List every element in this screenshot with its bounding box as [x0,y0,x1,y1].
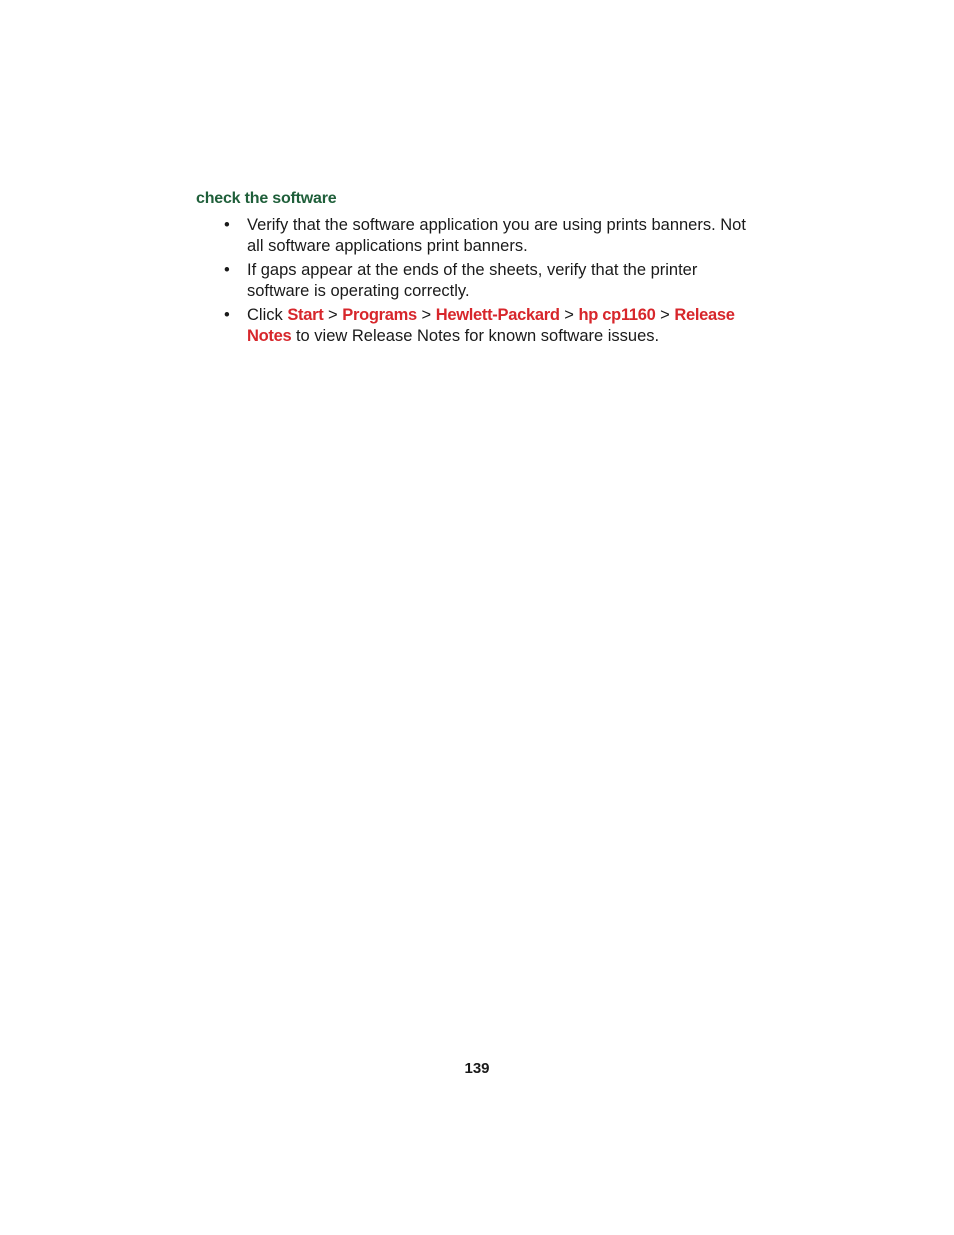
list-item [224,260,764,301]
menu-path-release-notes: Release Notes [247,306,735,345]
menu-path-programs: Programs [342,306,417,324]
section-heading: check the software [196,190,337,207]
path-separator: > [564,306,574,324]
click-label: Click [247,306,283,324]
path-separator: > [421,306,432,324]
menu-path-hewlett-packard: Hewlett-Packard [435,306,560,324]
page-number: 139 [464,1060,490,1077]
bullet-icon: • [224,216,230,234]
path-separator: > [660,306,670,324]
bullet-text: Verify that the software application you are using prints banners. Not all software applications print banners. [247,216,746,255]
menu-path-start: Start [287,306,324,324]
bullet-suffix: to view Release Notes for known software issues. [295,326,660,345]
list-item [224,215,764,256]
menu-path-hp-cp1160: hp cp1160 [578,306,656,324]
bullet-list [224,215,764,350]
bullet-icon: • [224,306,230,324]
bullet-icon: • [224,261,230,279]
path-separator: > [328,306,338,324]
list-item [224,305,764,346]
bullet-text: If gaps appear at the ends of the sheets, verify that the printer software is operating correctly. [247,261,698,300]
